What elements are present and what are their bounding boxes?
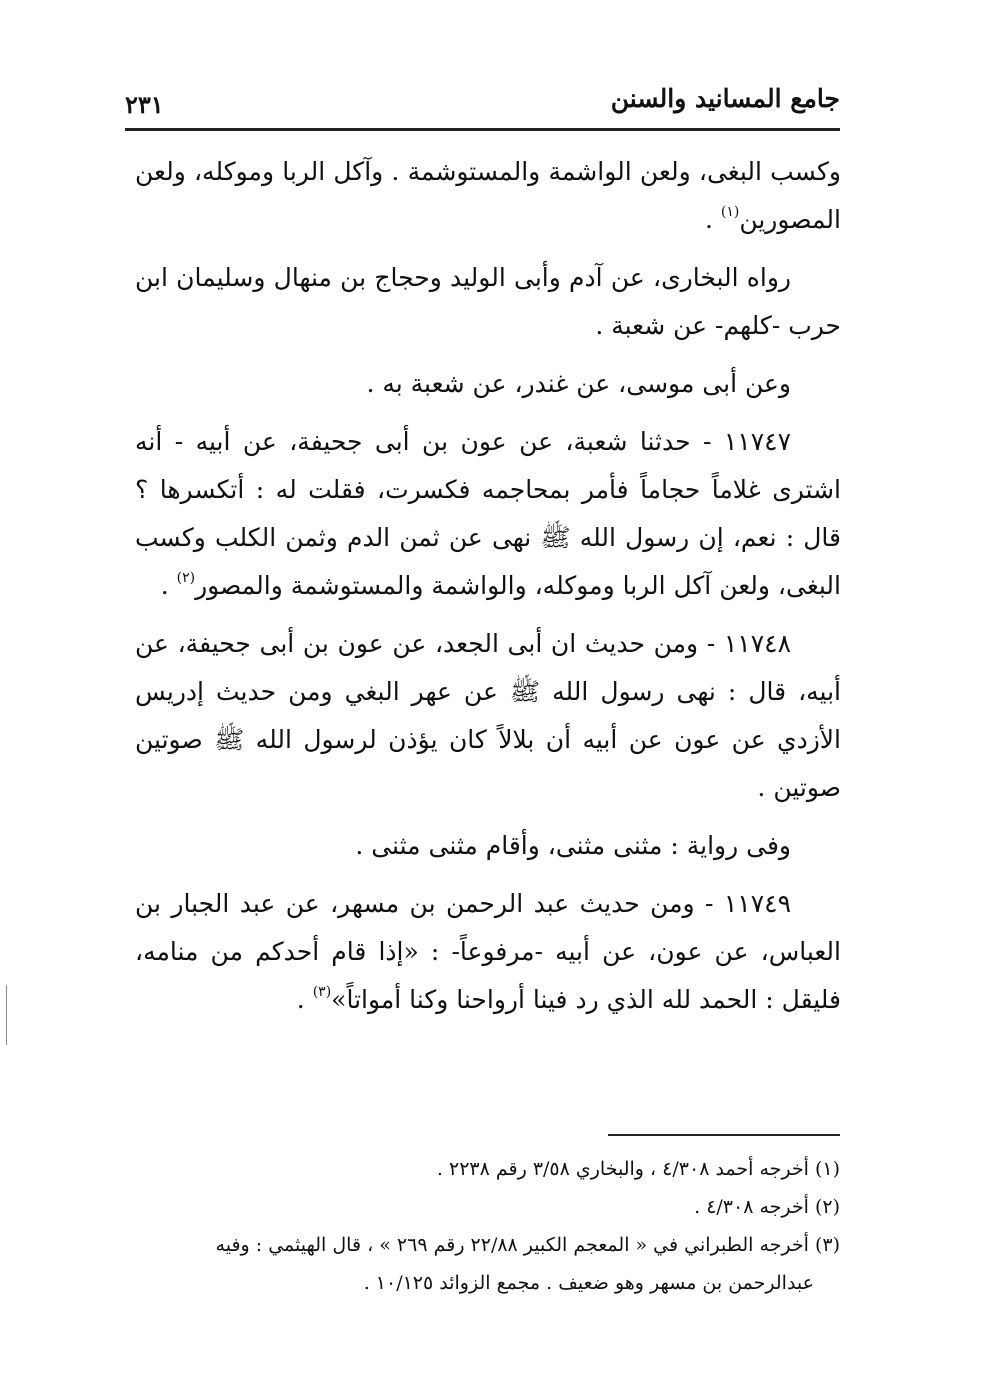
paragraph [135, 418, 841, 610]
paragraph [135, 254, 841, 350]
book-title: جامع المسانيد والسنن [610, 84, 840, 113]
paragraph [135, 880, 841, 1024]
scan-margin-mark [6, 985, 7, 1045]
hadith-number: ١١٧٤٧ - [690, 427, 791, 456]
paragraph-tail: . [296, 985, 313, 1014]
footnote: (١) أخرجه أحمد ٤/٣٠٨ ، والبخاري ٣/٥٨ رقم ٢٢٣٨ . [436, 1158, 840, 1180]
footnote-marker: (٢) [176, 570, 196, 586]
main-text [135, 148, 841, 1034]
paragraph [135, 360, 841, 408]
paragraph-text: وكسب البغى، ولعن الواشمة والمستوشمة . وآكل الربا وموكله، ولعن المصورين [135, 157, 841, 234]
paragraph-tail: . [704, 205, 721, 234]
footnote-rule [608, 1134, 840, 1136]
page-header [125, 76, 840, 128]
paragraph-text: ومن حديث ان أبى الجعد، عن عون بن أبى جحيفة، عن أبيه، قال : نهى رسول الله ﷺ عن عهر البغي ومن حديث إدريس الأزدي عن عون عن أبيه أن بلالاً كان يؤذن لرسول الله ﷺ صوتين صوتين . [135, 629, 841, 802]
paragraph-text: وعن أبى موسى، عن غندر، عن شعبة به . [366, 369, 791, 398]
hadith-number: ١١٧٤٨ - [698, 629, 791, 658]
paragraph-tail: . [160, 571, 177, 600]
paragraph [135, 822, 841, 870]
hadith-number: ١١٧٤٩ - [694, 889, 792, 918]
footnote-marker: (١) [720, 204, 740, 220]
footnote: (٢) أخرجه ٤/٣٠٨ . [694, 1196, 840, 1218]
page-number: ٢٣١ [125, 90, 164, 119]
paragraph-text: رواه البخارى، عن آدم وأبى الوليد وحجاج بن منهال وسليمان ابن حرب -كلهم- عن شعبة . [135, 263, 841, 340]
header-rule [125, 128, 840, 131]
footnote-continuation: عبدالرحمن بن مسهر وهو ضعيف . مجمع الزوائد ١٠/١٢٥ . [363, 1272, 814, 1294]
paragraph-text: ومن حديث عبد الرحمن بن مسهر، عن عبد الجبار بن العباس، عن عون، عن أبيه -مرفوعاً- : «إذا قام أحدكم من منامه، فليقل : الحمد لله الذي رد فينا أرواحنا وكنا أمواتاً» [135, 889, 841, 1014]
footnote-marker: (٣) [312, 984, 332, 1000]
footnote: (٣) أخرجه الطبراني في « المعجم الكبير ٢٢/٨٨ رقم ٢٦٩ » ، قال الهيثمي : وفيه [215, 1234, 840, 1256]
paragraph-text: حدثنا شعبة، عن عون بن أبى جحيفة، عن أبيه - أنه اشترى غلاماً حجاماً فأمر بمحاجمه فكسرت، فقلت له : أتكسرها ؟ قال : نعم، إن رسول الله ﷺ نهى عن ثمن الدم وثمن الكلب وكسب البغى، ولعن آكل الربا وموكله، والواشمة والمستوشمة والمصور [135, 427, 841, 600]
paragraph [135, 620, 841, 812]
footnotes [130, 1150, 840, 1302]
paragraph [135, 148, 841, 244]
paragraph-text: وفى رواية : مثنى مثنى، وأقام مثنى مثنى . [355, 831, 791, 860]
